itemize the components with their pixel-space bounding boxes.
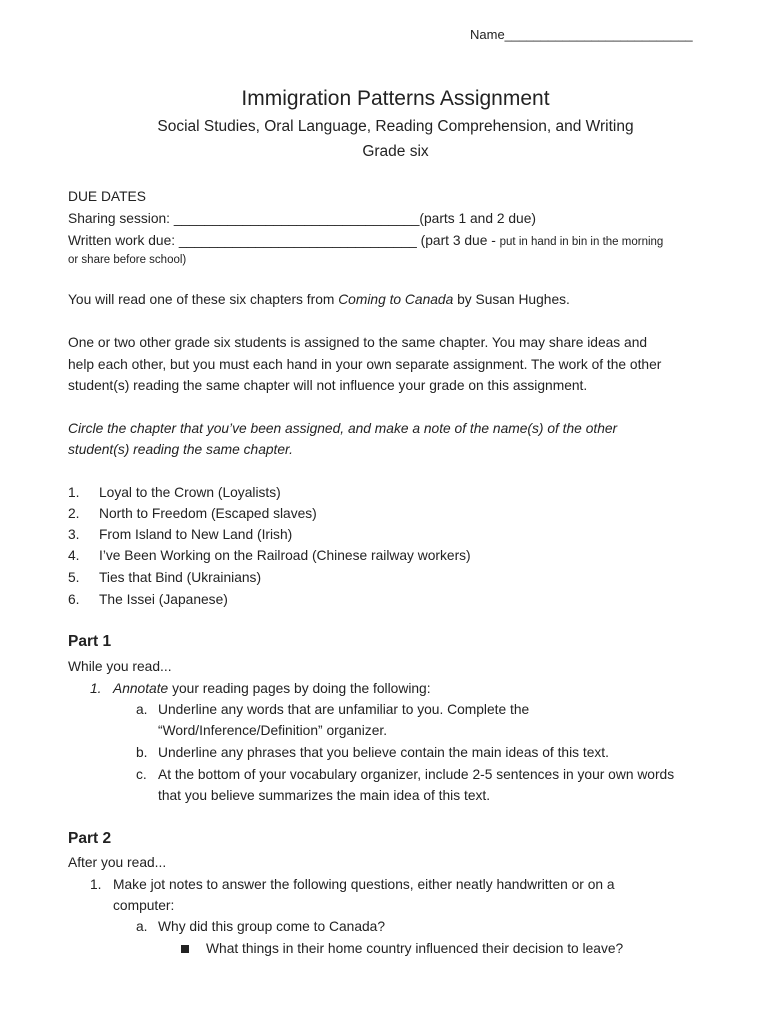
part-1-step-number: 1. bbox=[90, 681, 102, 696]
part-2-step-text: computer: bbox=[113, 898, 175, 913]
part-2-step-text: Make jot notes to answer the following questions, either neatly handwritten or on a bbox=[113, 877, 615, 892]
chapter-item: North to Freedom (Escaped slaves) bbox=[99, 506, 317, 521]
part-1-step-text: your reading pages by doing the following: bbox=[168, 681, 431, 696]
intro-author: by Susan Hughes. bbox=[453, 292, 570, 307]
sharing-session-line bbox=[68, 209, 536, 229]
part-1-step-verb: Annotate bbox=[113, 681, 169, 696]
part-1-step bbox=[113, 679, 431, 699]
sharing-paragraph-line-2: help each other, but you must each hand in your own separate assignment. The work of the other bbox=[68, 357, 662, 372]
sub-item-letter: b. bbox=[136, 745, 148, 760]
sub-item-letter: a. bbox=[136, 702, 148, 717]
sub-item-text: Underline any words that are unfamiliar to you. Complete the bbox=[158, 702, 530, 717]
intro-paragraph bbox=[68, 290, 570, 310]
sub-item-letter: c. bbox=[136, 767, 147, 782]
part-1-lead: While you read... bbox=[68, 659, 172, 674]
instruction-line-2: student(s) reading the same chapter. bbox=[68, 442, 293, 457]
part-1-heading: Part 1 bbox=[68, 633, 112, 650]
chapter-number: 4. bbox=[68, 548, 80, 563]
bullet-item-text: What things in their home country influenced their decision to leave? bbox=[206, 941, 624, 956]
chapter-item: The Issei (Japanese) bbox=[99, 592, 228, 607]
intro-text: You will read one of these six chapters from bbox=[68, 292, 339, 307]
written-work-note: (part 3 due - bbox=[420, 233, 500, 248]
sub-item-text: Why did this group come to Canada? bbox=[158, 919, 386, 934]
sharing-session-label: Sharing session: ________________________________ bbox=[68, 211, 420, 226]
chapter-number: 2. bbox=[68, 506, 80, 521]
square-bullet-icon bbox=[181, 945, 189, 953]
sharing-paragraph-line-3: student(s) reading the same chapter will not influence your grade on this assignment. bbox=[68, 378, 588, 393]
sub-item-text: Underline any phrases that you believe contain the main ideas of this text. bbox=[158, 745, 609, 760]
page-subtitle: Social Studies, Oral Language, Reading Comprehension, and Writing bbox=[157, 118, 634, 135]
due-dates-heading: DUE DATES bbox=[68, 189, 146, 204]
instruction-line-1: Circle the chapter that you’ve been assigned, and make a note of the name(s) of the other bbox=[68, 421, 618, 436]
chapter-item: Ties that Bind (Ukrainians) bbox=[99, 570, 262, 585]
book-title: Coming to Canada bbox=[338, 292, 454, 307]
written-work-instructions: put in hand in bin in the morning bbox=[499, 236, 664, 248]
chapter-number: 5. bbox=[68, 570, 80, 585]
sharing-paragraph-line-1: One or two other grade six students is assigned to the same chapter. You may share ideas and bbox=[68, 335, 648, 350]
sub-item-text: that you believe summarizes the main idea of this text. bbox=[158, 788, 491, 803]
sub-item-text: At the bottom of your vocabulary organizer, include 2-5 sentences in your own words bbox=[158, 767, 675, 782]
sub-item-text: “Word/Inference/Definition” organizer. bbox=[158, 723, 388, 738]
name-field: Name__________________________ bbox=[470, 27, 693, 42]
sub-item-letter: a. bbox=[136, 919, 148, 934]
chapter-item: I’ve Been Working on the Railroad (Chinese railway workers) bbox=[99, 548, 471, 563]
written-work-instructions-cont: or share before school) bbox=[68, 254, 187, 266]
chapter-item: From Island to New Land (Irish) bbox=[99, 527, 293, 542]
chapter-number: 3. bbox=[68, 527, 80, 542]
chapter-number: 1. bbox=[68, 485, 80, 500]
chapter-item: Loyal to the Crown (Loyalists) bbox=[99, 485, 281, 500]
written-work-line bbox=[68, 231, 663, 252]
part-2-step-number: 1. bbox=[90, 877, 102, 892]
grade-level: Grade six bbox=[362, 143, 429, 160]
part-2-heading: Part 2 bbox=[68, 830, 112, 847]
written-work-label: Written work due: _______________________________ bbox=[68, 233, 421, 248]
sharing-session-note: (parts 1 and 2 due) bbox=[419, 211, 536, 226]
part-2-lead: After you read... bbox=[68, 855, 167, 870]
page-title: Immigration Patterns Assignment bbox=[241, 87, 550, 110]
chapter-number: 6. bbox=[68, 592, 80, 607]
